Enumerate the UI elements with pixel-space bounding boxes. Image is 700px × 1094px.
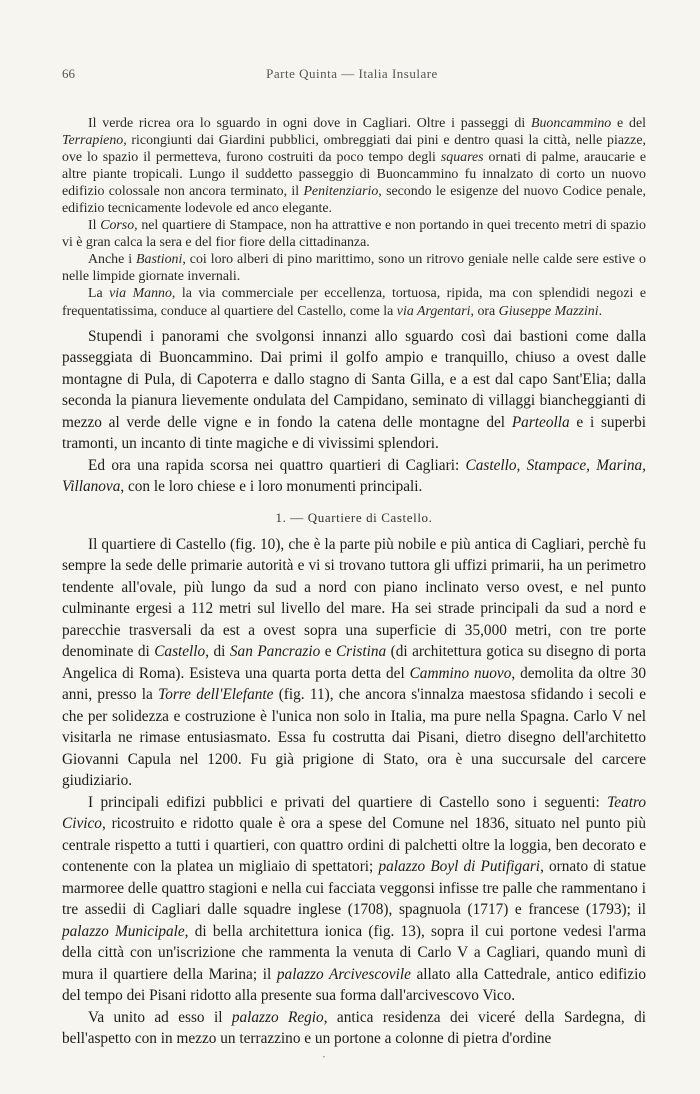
text-run: allato alla Cattedrale, antico edifizio del tempo dei Pisani ridotto alla presente sua forma dall'arcivescovo Vico. <box>62 965 646 1005</box>
italic-term: Cammino nuovo <box>409 664 512 682</box>
text-run: (di architettura gotica su disegno di porta Angelica di Roma). Esisteva una quarta porta detta del <box>62 643 646 682</box>
paragraph <box>62 115 646 217</box>
italic-term: Castello, Stampace, Marina, Villanova <box>62 456 646 496</box>
text-run: , ora <box>470 303 499 319</box>
text-run: Stupendi i panorami che svolgonsi innanzi allo sguardo così dai bastioni come dalla passeggiata di Buoncammino. Dai primi il golfo ampio e tranquillo, chiuso a ovest dalle montagne di Pula, di Capoterra e dallo stagno di Santa Gilla, e a est dal capo Sant'Elia; dalla seconda la pianura lievemente ondulata del Campidano, seminato di villaggi biancheggianti di mezzo al verde delle vigne e in fondo la catena delle montagne del <box>62 327 646 431</box>
italic-term: Penitenziario <box>303 184 379 200</box>
text-run: , la via commerciale per eccellenza, tortuosa, ripida, ma con splendidi negozi e frequentatissima, conduce al quartiere del Castello, come la <box>62 286 647 319</box>
italic-term: via Manno <box>109 286 172 302</box>
paragraph <box>62 455 646 498</box>
text-run: , ricongiunti dai Giardini pubblici, ombreggiati dai pini e dentro quasi la città, nelle piazze, ove lo spazio il permetteva, furono costruiti da poco tempo degli <box>62 133 646 166</box>
text-run: La <box>88 286 110 302</box>
text-run: . <box>598 303 603 319</box>
paragraph <box>62 1007 646 1050</box>
running-title: Parte Quinta — Italia Insulare <box>266 66 438 81</box>
italic-term: palazzo Regio <box>231 1008 324 1026</box>
page-header <box>62 66 642 84</box>
paragraph <box>62 792 646 1007</box>
text-run: (fig. 11), che ancora s'innalza maestosa sfidando i secoli e che per solidezza e costruzione è l'unica non solo in Italia, ma pure nella Spagna. Carlo V nel visitarla ne rimase entusiasmato. Essa fu costrutta dai Pisani, dietro disegno dell'architetto Giovanni Capula nel 1200. Fu già prigione di Stato, ora è una succursale del carcere giudiziario. <box>62 686 646 790</box>
page-mark: · <box>322 1050 326 1064</box>
section-title: 1. — Quartiere di Castello. <box>275 509 433 525</box>
italic-term: Teatro Civico <box>62 793 646 833</box>
text-run: I principali edifizi pubblici e privati del quartiere di Castello sono i seguenti: <box>88 793 608 811</box>
italic-term: San Pancrazio <box>229 643 321 661</box>
section-text-block <box>62 534 646 1050</box>
page-body <box>62 115 646 1050</box>
paragraph <box>62 251 646 285</box>
text-run: , con le loro chiese e i loro monumenti principali. <box>120 478 423 496</box>
text-run: , nel quartiere di Stampace, non ha attrattive e non portando in quei trecento metri di spazio vi è gran calca la sera e del fior fiore della cittadinanza. <box>62 218 646 251</box>
small-type-block <box>62 115 646 320</box>
italic-term: Torre dell'Elefante <box>158 686 274 704</box>
paragraph <box>62 217 646 251</box>
text-run: Il verde ricrea ora lo sguardo in ogni dove in Cagliari. Oltre i passeggi di <box>88 116 531 131</box>
text-run: Va unito ad esso il <box>88 1008 232 1026</box>
italic-term: palazzo Arcivescovile <box>276 965 411 983</box>
text-run: , demolita da oltre 30 anni, presso la <box>62 664 647 704</box>
text-run: Il <box>88 218 101 234</box>
italic-term: squares <box>440 150 484 166</box>
italic-term: Castello <box>154 643 206 661</box>
italic-term: Bastioni <box>136 252 183 268</box>
text-run: , coi loro alberi di pino marittimo, sono un ritrovo geniale nelle calde sere estive o nelle limpide giornate invernali. <box>62 252 646 285</box>
paragraph <box>62 285 646 319</box>
text-run: , di <box>205 643 230 661</box>
text-run: , ricostruito e ridotto quale è ora a spese del Comune nel 1836, situato nel punto più centrale rispetto a tutti i quartieri, con quattro ordini di palchetti oltre la loggia, ben decorato e contenente con la platea un migliaio di spettatori; <box>62 815 646 876</box>
text-run: e i superbi tramonti, un incanto di tinte magiche e di vivissimi splendori. <box>62 413 646 453</box>
page-number: 66 <box>62 66 75 81</box>
main-text-block <box>62 326 646 498</box>
text-run: , secondo le esigenze del nuovo Codice penale, edifizio tecnicamente lodevole ed anco elegante. <box>62 184 647 217</box>
text-run: Anche i <box>88 252 137 268</box>
italic-term: Cristina <box>335 643 387 661</box>
text-run: , ornato di statue marmoree delle quattro stagioni e nella cui facciata veggonsi infisse tre palle che rammentano i tre assedii di Cagliari dalle squadre inglese (1708), spagnuola (1717) e francese (1793); il <box>62 858 646 919</box>
text-run: , antica residenza dei viceré della Sardegna, di bell'aspetto con in mezzo un terrazzino e un portone a colonne di pietra d'ordine <box>62 1008 646 1048</box>
italic-term: Corso <box>100 218 135 234</box>
paragraph <box>62 534 646 792</box>
text-run: e <box>320 643 336 661</box>
italic-term: palazzo Municipale <box>62 922 185 940</box>
italic-term: palazzo Boyl di Putifigari <box>378 858 541 876</box>
text-run: , di bella architettura ionica (fig. 13), sopra il cui portone vedesi l'arma della città con un'iscrizione che rammenta la venuta di Carlo V a Cagliari, quando munì di mura il quartiere della Marina; il <box>62 922 646 983</box>
italic-term: Terrapieno <box>62 133 124 149</box>
italic-term: Giuseppe Mazzini <box>498 303 599 319</box>
text-run: e del <box>611 116 646 131</box>
italic-term: Parteolla <box>511 413 570 431</box>
paragraph <box>62 326 646 455</box>
italic-term: Buoncammino <box>531 116 612 131</box>
text-run: Il quartiere di Castello (fig. 10), che è la parte più nobile e più antica di Cagliari, perchè fu sempre la sede delle primarie autorità e vi si trovano tuttora gli uffizi primarii, ha un perimetro tendente all'ovale, più lungo da sud a nord con piano inclinato verso ovest, e nel punto culminante ergesi a 112 metri sul livello del mare. Ha sei strade principali da sud a nord e parecchie trasversali da est a ovest sopra una superficie di 35,000 metri, con tre porte denominate di <box>62 535 646 661</box>
italic-term: via Argentari <box>396 303 471 319</box>
text-run: ornati di palme, araucarie e altre piante tropicali. Lungo il suddetto passeggio di Buoncammino fu innalzato di corto un nuovo edifizio colossale non ancora terminato, il <box>62 150 646 200</box>
text-run: Ed ora una rapida scorsa nei quattro quartieri di Cagliari: <box>88 456 466 474</box>
